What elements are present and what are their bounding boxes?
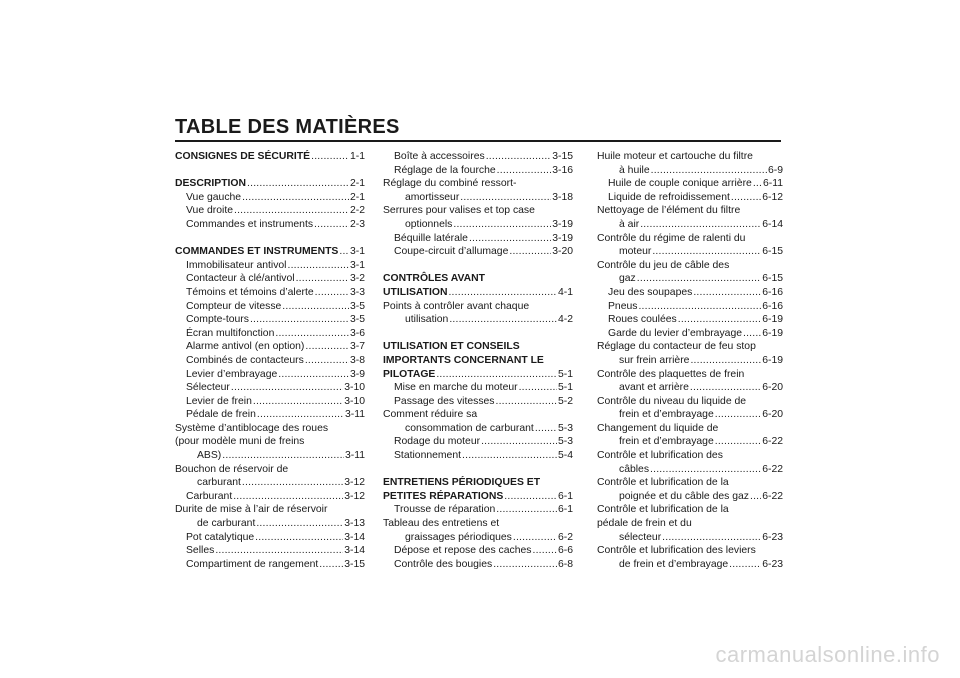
toc-entry-text: Contrôle et lubrification des xyxy=(597,450,723,462)
dot-leader xyxy=(493,558,557,572)
toc-entry-text: Stationnement xyxy=(394,450,462,462)
watermark: carmanualsonline.info xyxy=(715,642,940,667)
toc-entry[interactable] xyxy=(175,422,365,463)
toc-entry[interactable] xyxy=(175,218,365,232)
dot-leader xyxy=(257,408,344,422)
toc-page-number: 1-1 xyxy=(349,151,365,162)
toc-page-number: 3-20 xyxy=(552,246,573,258)
page-title: TABLE DES MATIÈRES xyxy=(175,116,400,138)
toc-page-number: 2-3 xyxy=(349,218,365,230)
toc-entry[interactable] xyxy=(597,368,783,395)
toc-entry-text: Liquide de refroidissement xyxy=(608,191,730,203)
dot-leader xyxy=(453,218,551,232)
toc-entry-text: Compartiment de rangement xyxy=(186,558,319,570)
toc-page-number: 3-10 xyxy=(344,382,365,394)
dot-leader xyxy=(231,381,343,395)
dot-leader xyxy=(715,408,761,422)
dot-leader xyxy=(504,490,557,504)
dot-leader xyxy=(247,177,349,191)
toc-entry-text: Serrures pour valises et top case xyxy=(383,205,535,217)
toc-entry[interactable] xyxy=(175,490,365,504)
toc-entry[interactable] xyxy=(175,368,365,382)
dot-leader xyxy=(496,503,557,517)
toc-column-2 xyxy=(383,150,573,571)
toc-entry-text: UTILISATION xyxy=(383,286,448,298)
toc-entry-text: Bouchon de réservoir de xyxy=(175,463,289,475)
toc-page-number: 6-12 xyxy=(762,191,783,203)
toc-page-number: 2-2 xyxy=(349,205,365,217)
toc-entry-text: (pour modèle muni de freins xyxy=(175,436,305,448)
toc-page-number: 3-6 xyxy=(349,327,365,339)
toc-entry-text: Dépose et repose des caches xyxy=(394,545,532,557)
toc-entry-text: Tableau des entretiens et xyxy=(383,518,500,530)
dot-leader xyxy=(449,313,557,327)
toc-page-number: 6-8 xyxy=(557,558,573,570)
toc-entry-text: carburant xyxy=(197,477,241,489)
toc-entry[interactable] xyxy=(383,408,573,435)
toc-entry-text: frein et d’embrayage xyxy=(619,409,714,421)
toc-entry-text: utilisation xyxy=(405,314,449,326)
toc-entry[interactable] xyxy=(175,463,365,490)
toc-entry[interactable] xyxy=(597,177,783,191)
toc-page-number: 6-14 xyxy=(762,218,783,230)
toc-section[interactable] xyxy=(175,177,365,191)
toc-entry-text: Contrôle et lubrification des leviers xyxy=(597,545,756,557)
toc-page-number: 5-2 xyxy=(557,395,573,407)
toc-entry-text: frein et d’embrayage xyxy=(619,436,714,448)
toc-entry-text: Réglage de la fourche xyxy=(394,164,496,176)
toc-entry[interactable] xyxy=(175,381,365,395)
toc-entry[interactable] xyxy=(383,395,573,409)
dot-leader xyxy=(462,449,557,463)
dot-leader xyxy=(255,531,343,545)
toc-entry[interactable] xyxy=(175,558,365,572)
toc-entry-text: Boîte à accessoires xyxy=(394,151,485,162)
toc-entry[interactable] xyxy=(383,435,573,449)
toc-entry[interactable] xyxy=(597,313,783,327)
toc-entry-text: moteur xyxy=(619,246,652,258)
dot-leader xyxy=(282,300,349,314)
toc-entry[interactable] xyxy=(175,503,365,530)
dot-leader xyxy=(448,286,557,300)
toc-page-number: 3-12 xyxy=(344,477,365,489)
toc-page-number: 3-18 xyxy=(552,191,573,203)
toc-entry-text: COMMANDES ET INSTRUMENTS xyxy=(175,246,339,258)
section-gap xyxy=(175,232,365,246)
toc-entry-text: Coupe-circuit d’allumage xyxy=(394,246,509,258)
toc-page-number: 3-13 xyxy=(344,518,365,530)
toc-entry-text: Béquille latérale xyxy=(394,232,468,244)
toc-page-number: 3-19 xyxy=(552,232,573,244)
dot-leader xyxy=(690,354,761,368)
toc-page-number: 6-9 xyxy=(767,164,783,176)
toc-entry-text: Vue gauche xyxy=(186,191,242,203)
toc-entry-text: Système d’antiblocage des roues xyxy=(175,422,329,434)
dot-leader xyxy=(637,272,761,286)
toc-entry[interactable] xyxy=(383,503,573,517)
dot-leader xyxy=(513,531,557,545)
toc-entry-text: Vue droite xyxy=(186,205,233,217)
toc-entry-text: poignée et du câble des gaz xyxy=(619,490,749,502)
dot-leader xyxy=(519,381,557,395)
toc-entry-text: Levier de frein xyxy=(186,395,252,407)
toc-entry-text: Contrôle du jeu de câble des xyxy=(597,259,730,271)
toc-entry-text: Pneus xyxy=(608,300,638,312)
dot-leader xyxy=(278,368,349,382)
section-gap xyxy=(383,259,573,273)
toc-entry[interactable] xyxy=(597,300,783,314)
section-gap xyxy=(383,463,573,477)
dot-leader xyxy=(242,476,343,490)
toc-entry[interactable] xyxy=(383,150,573,164)
toc-entry[interactable] xyxy=(175,204,365,218)
toc-entry[interactable] xyxy=(175,544,365,558)
toc-entry-text: Mise en marche du moteur xyxy=(394,382,518,394)
toc-entry-text: Sélecteur xyxy=(186,382,230,394)
toc-entry-text: Rodage du moteur xyxy=(394,436,481,448)
toc-page-number: 6-20 xyxy=(762,409,783,421)
title-rule xyxy=(175,140,781,142)
toc-entry-text: Pot catalytique xyxy=(186,531,255,543)
toc-entry-text: Réglage du contacteur de feu stop xyxy=(597,341,756,353)
toc-page-number: 6-11 xyxy=(762,178,783,190)
toc-entry[interactable] xyxy=(383,381,573,395)
dot-leader xyxy=(731,191,761,205)
dot-leader xyxy=(651,164,767,178)
dot-leader xyxy=(750,490,761,504)
toc-entry[interactable] xyxy=(383,164,573,178)
toc-entry-text: PETITES RÉPARATIONS xyxy=(383,490,504,502)
dot-leader xyxy=(497,164,552,178)
toc-entry-text: amortisseur xyxy=(405,191,460,203)
toc-page-number: 6-20 xyxy=(762,382,783,394)
dot-leader xyxy=(652,245,761,259)
toc-entry-text: Garde du levier d’embrayage xyxy=(608,327,742,339)
toc-entry-text: Huile de couple conique arrière xyxy=(608,178,752,190)
dot-leader xyxy=(729,558,761,572)
toc-entry-text: Contrôle des bougies xyxy=(394,558,493,570)
toc-entry-text: Écran multifonction xyxy=(186,327,275,339)
toc-entry-text: Levier d’embrayage xyxy=(186,368,278,380)
toc-page-number: 6-19 xyxy=(762,354,783,366)
toc-entry-text: DESCRIPTION xyxy=(175,178,247,190)
toc-entry[interactable] xyxy=(175,340,365,354)
toc-entry[interactable] xyxy=(383,449,573,463)
toc-entry-text: avant et arrière xyxy=(619,382,689,394)
toc-entry-text: Contrôle du niveau du liquide de xyxy=(597,395,747,407)
dot-leader xyxy=(496,395,557,409)
toc-entry-text: Commandes et instruments xyxy=(186,218,314,230)
toc-page-number: 3-15 xyxy=(552,151,573,162)
toc-entry-text: gaz xyxy=(619,273,636,285)
toc-entry-text: Compteur de vitesse xyxy=(186,300,282,312)
toc-page-number: 3-10 xyxy=(344,395,365,407)
toc-page-number: 4-2 xyxy=(557,314,573,326)
toc-entry[interactable] xyxy=(597,191,783,205)
dot-leader xyxy=(275,327,349,341)
toc-entry[interactable] xyxy=(597,150,783,177)
toc-entry[interactable] xyxy=(175,354,365,368)
toc-entry[interactable] xyxy=(383,558,573,572)
toc-entry[interactable] xyxy=(597,286,783,300)
toc-entry[interactable] xyxy=(175,272,365,286)
dot-leader xyxy=(242,191,349,205)
toc-page-number: 3-3 xyxy=(349,286,365,298)
toc-entry[interactable] xyxy=(597,449,783,476)
toc-entry-text: CONSIGNES DE SÉCURITÉ xyxy=(175,151,311,162)
dot-leader xyxy=(339,245,349,259)
toc-entry-text: Points à contrôler avant chaque xyxy=(383,300,530,312)
dot-leader xyxy=(215,544,343,558)
toc-page-number: 3-1 xyxy=(349,246,365,258)
dot-leader xyxy=(650,463,761,477)
toc-page-number: 6-15 xyxy=(762,246,783,258)
toc-page-number: 3-1 xyxy=(349,259,365,271)
toc-page-number: 4-1 xyxy=(557,286,573,298)
toc-entry[interactable] xyxy=(175,313,365,327)
dot-leader xyxy=(233,490,343,504)
toc-page-number: 6-2 xyxy=(557,531,573,543)
toc-page-number: 5-1 xyxy=(557,368,573,380)
toc-entry[interactable] xyxy=(383,517,573,544)
toc-entry[interactable] xyxy=(175,259,365,273)
dot-leader xyxy=(296,272,349,286)
toc-entry[interactable] xyxy=(383,245,573,259)
toc-page-number: 3-12 xyxy=(344,490,365,502)
toc-entry-text: sélecteur xyxy=(619,531,662,543)
toc-entry[interactable] xyxy=(597,395,783,422)
toc-page-number: 6-22 xyxy=(762,436,783,448)
toc-entry-text: pédale de frein et du xyxy=(597,518,692,530)
dot-leader xyxy=(753,177,762,191)
toc-entry-text: à huile xyxy=(619,164,650,176)
toc-page-number: 3-15 xyxy=(344,558,365,570)
dot-leader xyxy=(640,218,761,232)
toc-page-number: 3-2 xyxy=(349,273,365,285)
toc-page-number: 6-1 xyxy=(557,504,573,516)
dot-leader xyxy=(469,232,551,246)
toc-entry-text: Jeu des soupapes xyxy=(608,286,693,298)
toc-entry-text: Réglage du combiné ressort- xyxy=(383,178,517,190)
toc-entry-text: Témoins et témoins d’alerte xyxy=(186,286,314,298)
toc-entry-text: Contrôle et lubrification de la xyxy=(597,477,729,489)
toc-entry-text: CONTRÔLES AVANT xyxy=(383,273,485,285)
toc-section[interactable] xyxy=(383,272,573,299)
toc-page-number: 2-1 xyxy=(349,191,365,203)
toc-page-number: 5-1 xyxy=(557,382,573,394)
toc-entry[interactable] xyxy=(597,232,783,259)
toc-entry-text: de carburant xyxy=(197,518,256,530)
toc-page-number: 5-3 xyxy=(557,436,573,448)
toc-entry-text: UTILISATION ET CONSEILS xyxy=(383,341,520,353)
toc-entry[interactable] xyxy=(383,300,573,327)
toc-entry-text: Changement du liquide de xyxy=(597,422,719,434)
toc-entry[interactable] xyxy=(383,544,573,558)
toc-section[interactable] xyxy=(175,150,365,164)
toc-entry-text: Trousse de réparation xyxy=(394,504,496,516)
toc-entry-text: Combinés de contacteurs xyxy=(186,354,304,366)
toc-entry[interactable] xyxy=(383,204,573,231)
toc-entry-text: Huile moteur et cartouche du filtre xyxy=(597,151,753,162)
toc-page-number: 3-9 xyxy=(349,368,365,380)
toc-entry[interactable] xyxy=(383,177,573,204)
toc-entry[interactable] xyxy=(597,204,783,231)
toc-section[interactable] xyxy=(383,476,573,503)
toc-page-number: 3-5 xyxy=(349,314,365,326)
toc-page-number: 2-1 xyxy=(349,178,365,190)
toc-entry[interactable] xyxy=(597,340,783,367)
toc-entry[interactable] xyxy=(175,286,365,300)
toc-entry[interactable] xyxy=(175,531,365,545)
toc-section[interactable] xyxy=(383,340,573,381)
toc-page-number: 3-5 xyxy=(349,300,365,312)
toc-entry[interactable] xyxy=(597,503,783,544)
toc-page-number: 5-4 xyxy=(557,450,573,462)
toc-page-number: 6-15 xyxy=(762,273,783,285)
dot-leader xyxy=(311,150,349,164)
toc-section[interactable] xyxy=(175,245,365,259)
toc-entry-text: câbles xyxy=(619,463,650,475)
toc-page-number: 6-22 xyxy=(762,490,783,502)
dot-leader xyxy=(690,381,761,395)
section-gap xyxy=(175,164,365,178)
dot-leader xyxy=(509,245,551,259)
toc-entry[interactable] xyxy=(175,327,365,341)
dot-leader xyxy=(234,204,349,218)
toc-entry-text: Carburant xyxy=(186,490,233,502)
dot-leader xyxy=(743,327,761,341)
toc-entry[interactable] xyxy=(175,300,365,314)
dot-leader xyxy=(535,422,557,436)
dot-leader xyxy=(222,449,344,463)
toc-entry-text: Immobilisateur antivol xyxy=(186,259,287,271)
toc-page-number: 3-16 xyxy=(552,164,573,176)
toc-entry-text: Contacteur à clé/antivol xyxy=(186,273,295,285)
dot-leader xyxy=(693,286,761,300)
dot-leader xyxy=(305,340,349,354)
section-gap xyxy=(383,327,573,341)
toc-entry-text: ENTRETIENS PÉRIODIQUES ET xyxy=(383,477,541,489)
toc-page-number: 3-11 xyxy=(344,450,365,462)
toc-page-number: 3-11 xyxy=(344,409,365,421)
toc-page-number: 3-7 xyxy=(349,341,365,353)
dot-leader xyxy=(678,313,761,327)
toc-entry-text: à air xyxy=(619,218,640,230)
dot-leader xyxy=(253,395,343,409)
dot-leader xyxy=(250,313,349,327)
dot-leader xyxy=(305,354,349,368)
toc-entry-text: ABS) xyxy=(197,450,222,462)
toc-entry[interactable] xyxy=(383,232,573,246)
toc-page-number: 3-14 xyxy=(344,531,365,543)
toc-page-number: 3-8 xyxy=(349,354,365,366)
toc-entry-text: graissages périodiques xyxy=(405,531,512,543)
toc-entry-text: Roues coulées xyxy=(608,314,677,326)
toc-page-number: 5-3 xyxy=(557,422,573,434)
toc-page-number: 6-1 xyxy=(557,490,573,502)
toc-entry-text: Durite de mise à l’air de réservoir xyxy=(175,504,328,516)
toc-entry-text: Contrôle des plaquettes de frein xyxy=(597,368,745,380)
dot-leader xyxy=(436,368,557,382)
toc-page-number: 6-23 xyxy=(762,531,783,543)
dot-leader xyxy=(638,300,761,314)
toc-column-1 xyxy=(175,150,365,571)
toc-page-number: 6-16 xyxy=(762,286,783,298)
toc-entry[interactable] xyxy=(175,408,365,422)
toc-entry-text: Contrôle et lubrification de la xyxy=(597,504,729,516)
toc-entry-text: Comment réduire sa xyxy=(383,409,478,421)
dot-leader xyxy=(314,218,349,232)
toc-column-3 xyxy=(597,150,783,571)
dot-leader xyxy=(532,544,556,558)
toc-page-number: 6-19 xyxy=(762,327,783,339)
toc-entry-text: optionnels xyxy=(405,218,453,230)
toc-page-number: 6-22 xyxy=(762,463,783,475)
toc-page-number: 3-19 xyxy=(552,218,573,230)
toc-entry-text: Nettoyage de l’élément du filtre xyxy=(597,205,741,217)
toc-entry-text: Pédale de frein xyxy=(186,409,256,421)
dot-leader xyxy=(715,435,761,449)
toc-page-number: 6-23 xyxy=(762,558,783,570)
dot-leader xyxy=(460,191,551,205)
toc-entry-text: PILOTAGE xyxy=(383,368,436,380)
toc-page-number: 6-6 xyxy=(557,545,573,557)
toc-entry[interactable] xyxy=(597,476,783,503)
dot-leader xyxy=(315,286,349,300)
dot-leader xyxy=(481,435,557,449)
dot-leader xyxy=(256,517,343,531)
toc-page-number: 6-16 xyxy=(762,300,783,312)
toc-entry[interactable] xyxy=(175,395,365,409)
dot-leader xyxy=(486,150,552,164)
toc-page-number: 3-14 xyxy=(344,545,365,557)
toc-entry-text: Contrôle du régime de ralenti du xyxy=(597,232,746,244)
toc-entry[interactable] xyxy=(597,327,783,341)
dot-leader xyxy=(319,558,343,572)
toc-entry-text: consommation de carburant xyxy=(405,422,534,434)
toc-page-number: 6-19 xyxy=(762,314,783,326)
toc-entry-text: Alarme antivol (en option) xyxy=(186,341,305,353)
toc-entry-text: sur frein arrière xyxy=(619,354,690,366)
toc-entry-text: Selles xyxy=(186,545,215,557)
toc-entry[interactable] xyxy=(175,191,365,205)
toc-entry-text: IMPORTANTS CONCERNANT LE xyxy=(383,354,544,366)
dot-leader xyxy=(287,259,348,273)
dot-leader xyxy=(662,531,761,545)
toc-entry-text: de frein et d’embrayage xyxy=(619,558,729,570)
toc-entry[interactable] xyxy=(597,422,783,449)
toc-entry[interactable] xyxy=(597,544,783,571)
toc-entry-text: Passage des vitesses xyxy=(394,395,495,407)
toc-entry-text: Compte-tours xyxy=(186,314,249,326)
toc-entry[interactable] xyxy=(597,259,783,286)
